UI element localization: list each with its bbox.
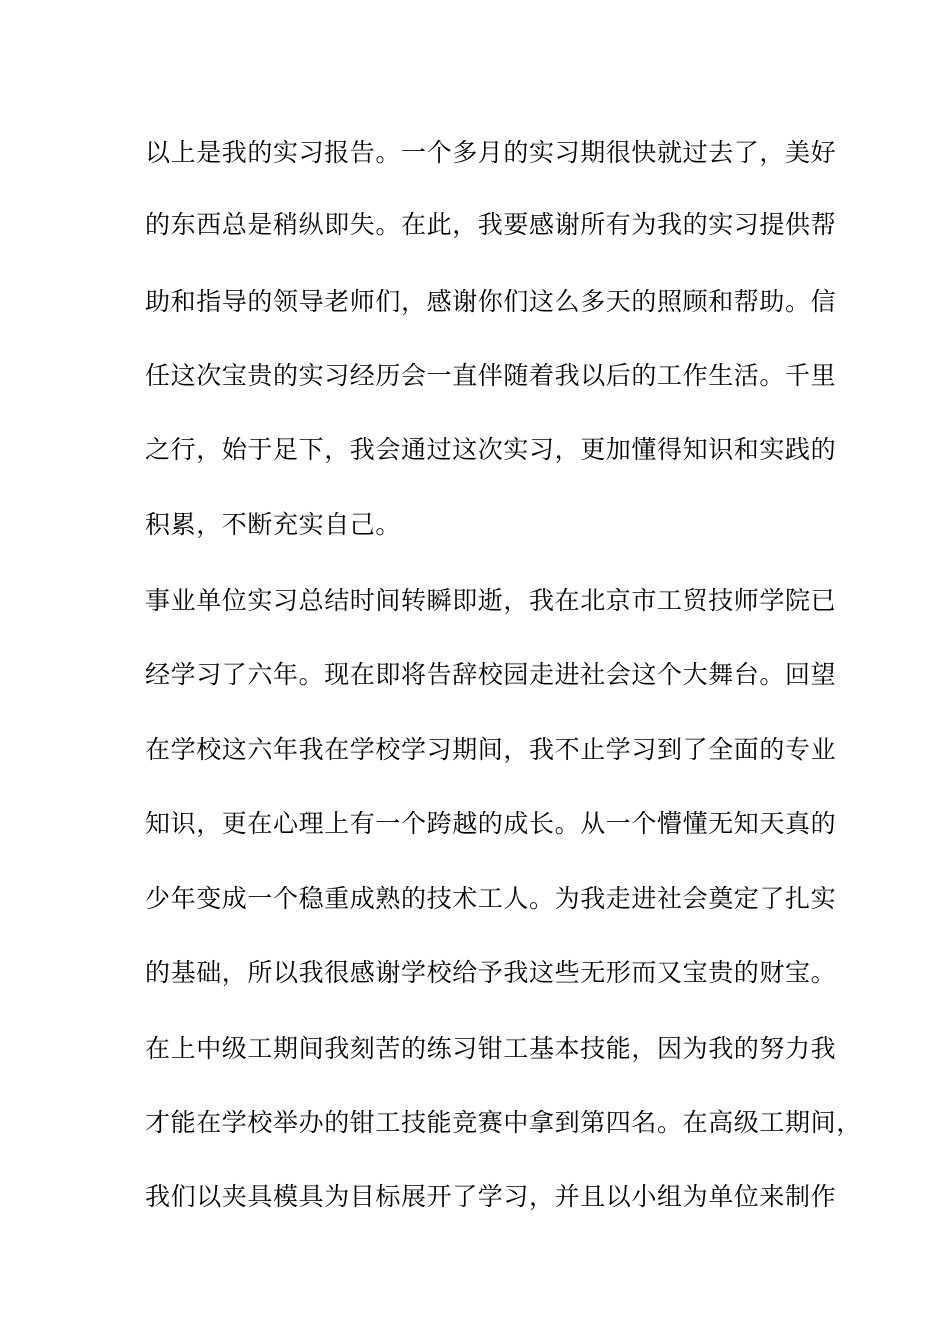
paragraph-1-line-6: 积累，不断充实自己。: [145, 510, 402, 539]
paragraph-3-line-1: 在上中级工期间我刻苦的练习钳工基本技能，因为我的努力我: [145, 1034, 837, 1063]
paragraph-2-line-1: 事业单位实习总结时间转瞬即逝，我在北京市工贸技师学院已: [145, 586, 837, 615]
paragraph-1-line-2: 的东西总是稍纵即失。在此，我要感谢所有为我的实习提供帮: [145, 210, 837, 239]
paragraph-2-line-4: 知识，更在心理上有一个跨越的成长。从一个懵懂无知天真的: [145, 809, 837, 838]
paragraph-2-line-2: 经学习了六年。现在即将告辞校园走进社会这个大舞台。回望: [145, 660, 837, 689]
paragraph-3-line-3: 我们以夹具模具为目标展开了学习，并且以小组为单位来制作: [145, 1182, 837, 1211]
paragraph-1-line-4: 任这次宝贵的实习经历会一直伴随着我以后的工作生活。千里: [145, 361, 837, 390]
paragraph-1-line-3: 助和指导的领导老师们，感谢你们这么多天的照顾和帮助。信: [145, 287, 837, 316]
paragraph-1-line-5: 之行，始于足下，我会通过这次实习，更加懂得知识和实践的: [145, 435, 837, 464]
paragraph-2-line-6: 的基础，所以我很感谢学校给予我这些无形而又宝贵的财宝。: [145, 958, 837, 987]
paragraph-2-line-5: 少年变成一个稳重成熟的技术工人。为我走进社会奠定了扎实: [145, 884, 837, 913]
paragraph-3-line-2: 才能在学校举办的钳工技能竞赛中拿到第四名。在高级工期间，: [145, 1108, 862, 1137]
paragraph-2-line-3: 在学校这六年我在学校学习期间，我不止学习到了全面的专业: [145, 735, 837, 764]
paragraph-1-line-1: 以上是我的实习报告。一个多月的实习期很快就过去了，美好: [145, 138, 837, 167]
